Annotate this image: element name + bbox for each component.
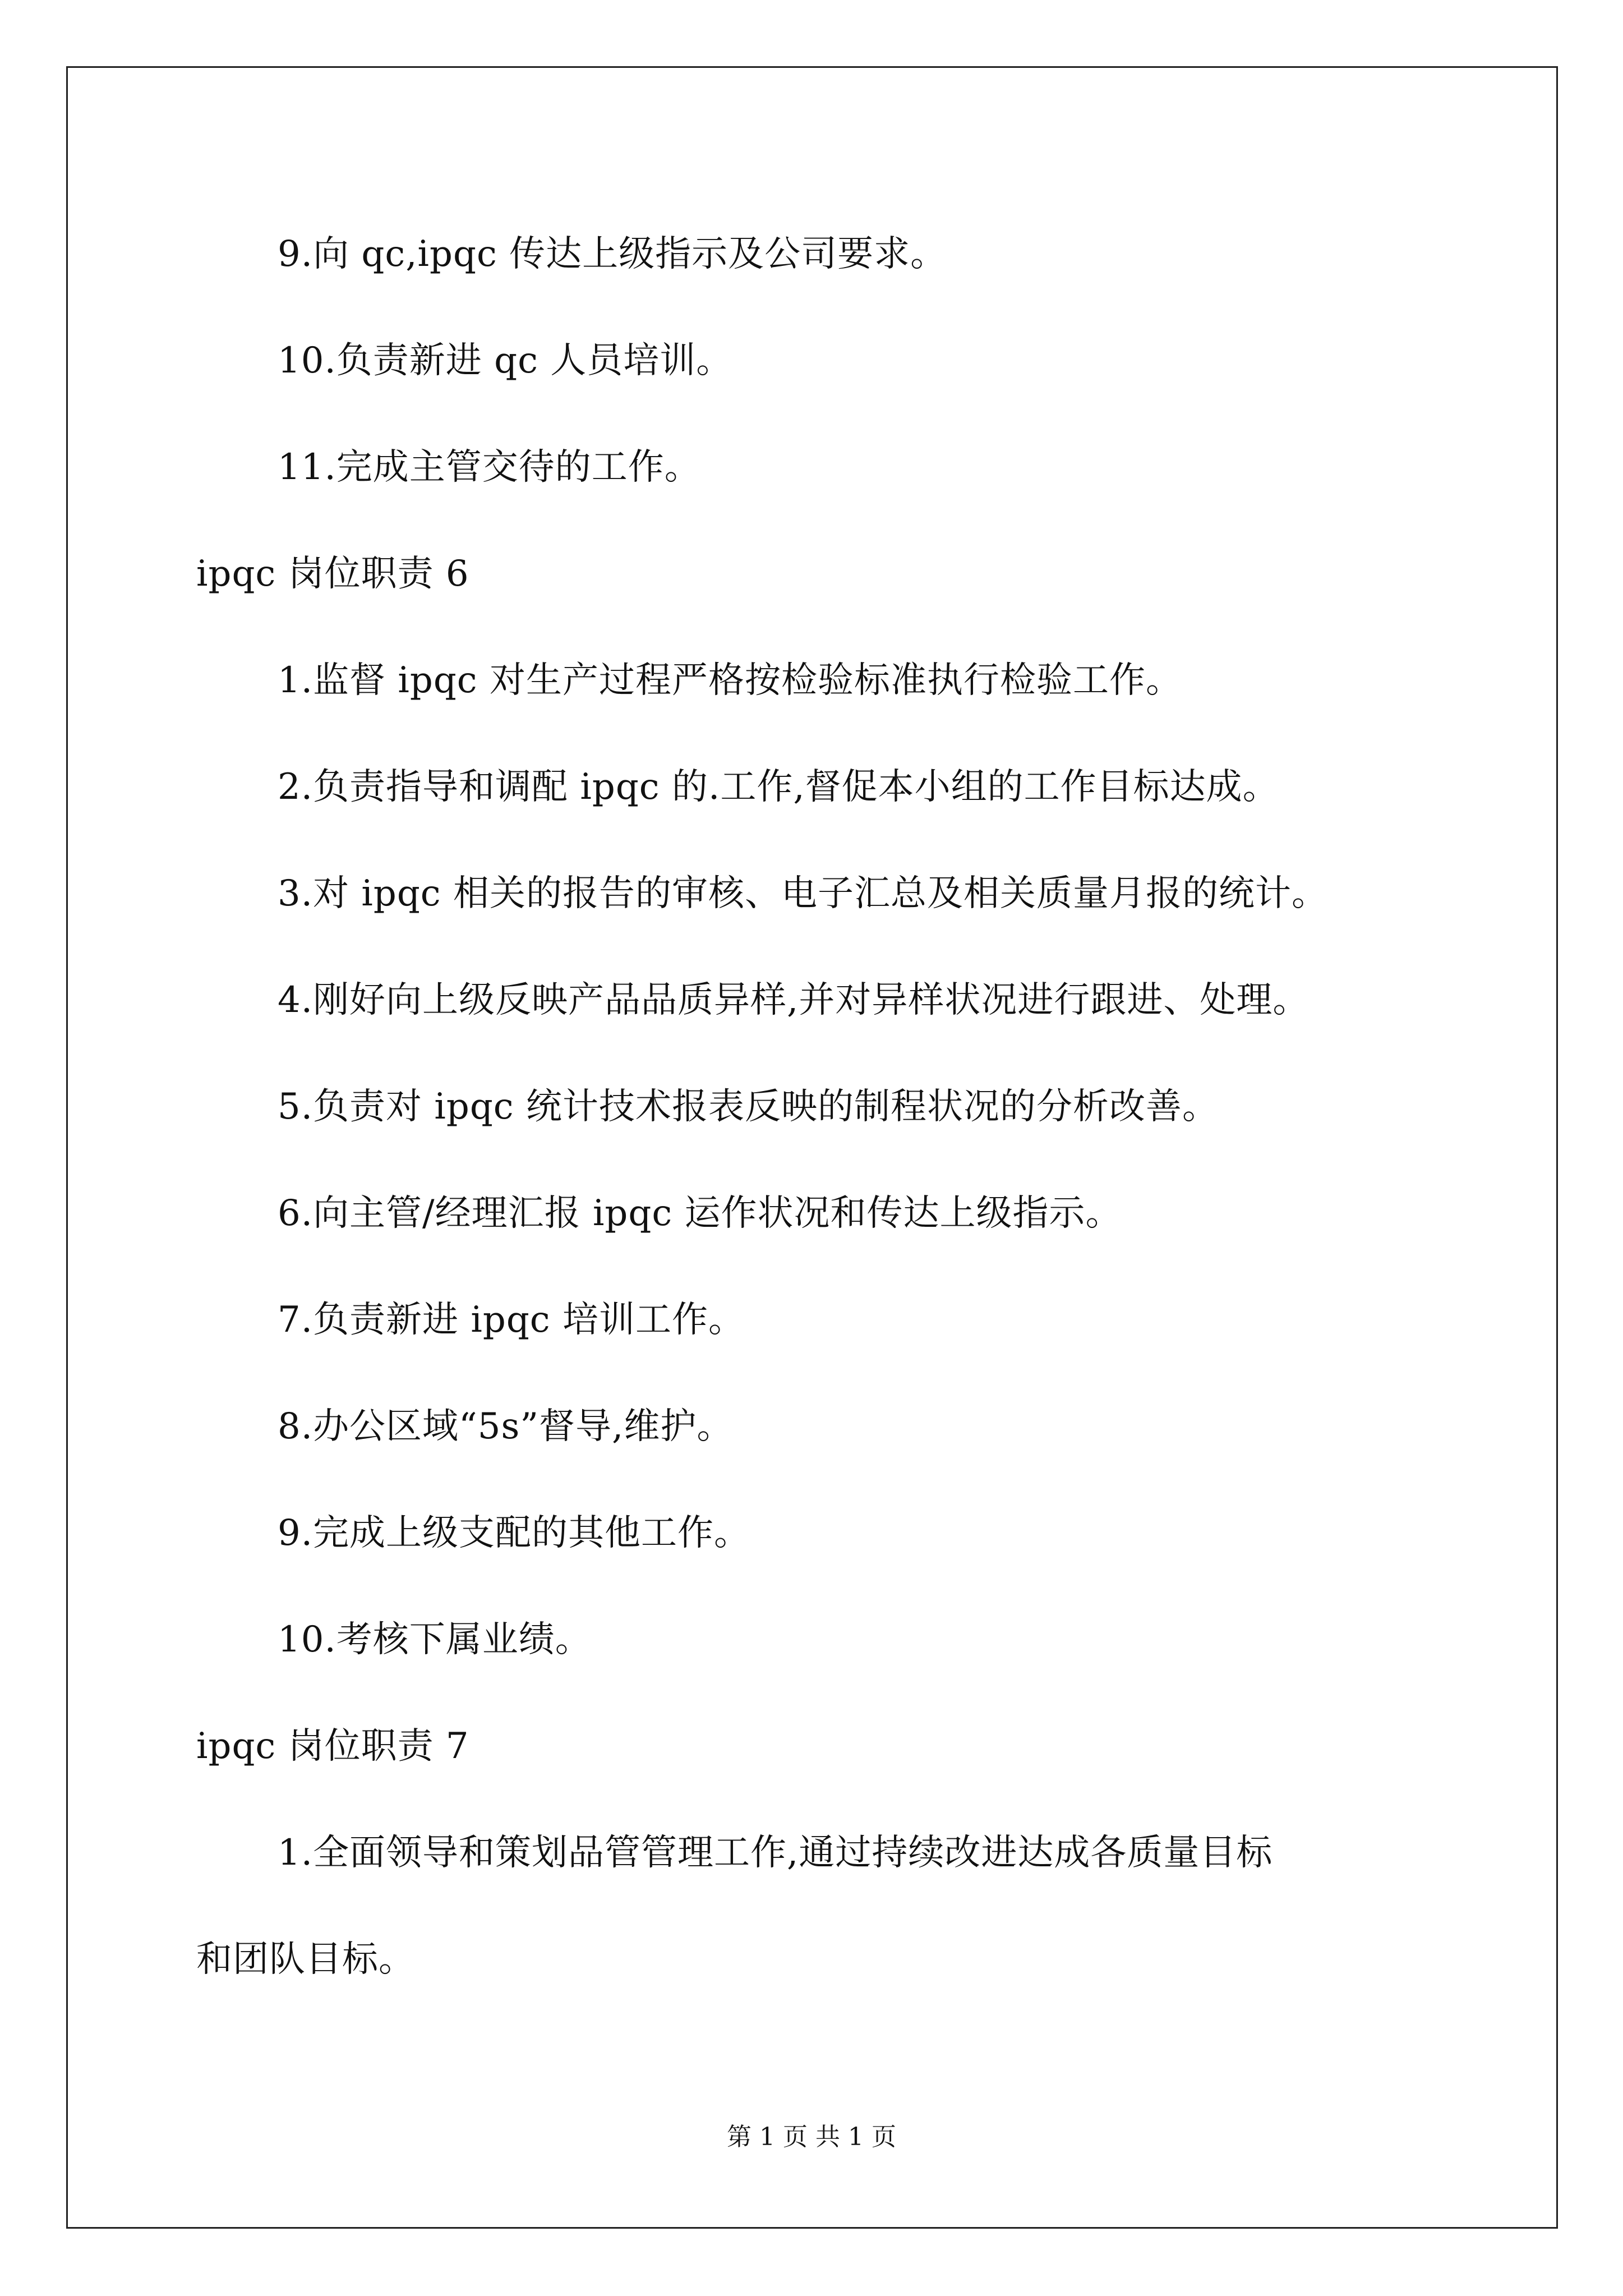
list-item: 10.负责新进 qc 人员培训。 — [278, 340, 733, 381]
page-footer: 第 1 页 共 1 页 — [727, 2123, 896, 2151]
list-item: 3.对 ipqc 相关的报告的审核、电子汇总及相关质量月报的统计。 — [278, 873, 1328, 914]
list-item: 10.考核下属业绩。 — [278, 1619, 592, 1660]
list-item: 8.办公区域“5s”督导,维护。 — [278, 1406, 734, 1447]
list-item-continuation: 和团队目标。 — [196, 1939, 415, 1980]
list-item: 7.负责新进 ipqc 培训工作。 — [278, 1299, 745, 1341]
list-item: 5.负责对 ipqc 统计技术报表反映的制程状况的分析改善。 — [278, 1086, 1219, 1128]
list-item: 4.刚好向上级反映产品品质异样,并对异样状况进行跟进、处理。 — [278, 979, 1310, 1021]
list-item: 1.全面领导和策划品管管理工作,通过持续改进达成各质量目标 — [278, 1832, 1273, 1874]
list-item: 11.完成主管交待的工作。 — [278, 447, 701, 488]
list-item: 1.监督 ipqc 对生产过程严格按检验标准执行检验工作。 — [278, 660, 1182, 701]
section-heading: ipqc 岗位职责 6 — [196, 553, 469, 595]
list-item: 2.负责指导和调配 ipqc 的.工作,督促本小组的工作目标达成。 — [278, 766, 1279, 808]
page-border — [66, 66, 1558, 2229]
list-item: 9.完成上级支配的其他工作。 — [278, 1512, 751, 1554]
list-item: 6.向主管/经理汇报 ipqc 运作状况和传达上级指示。 — [278, 1193, 1122, 1234]
section-heading: ipqc 岗位职责 7 — [196, 1726, 469, 1767]
list-item: 9.向 qc,ipqc 传达上级指示及公司要求。 — [278, 233, 947, 275]
